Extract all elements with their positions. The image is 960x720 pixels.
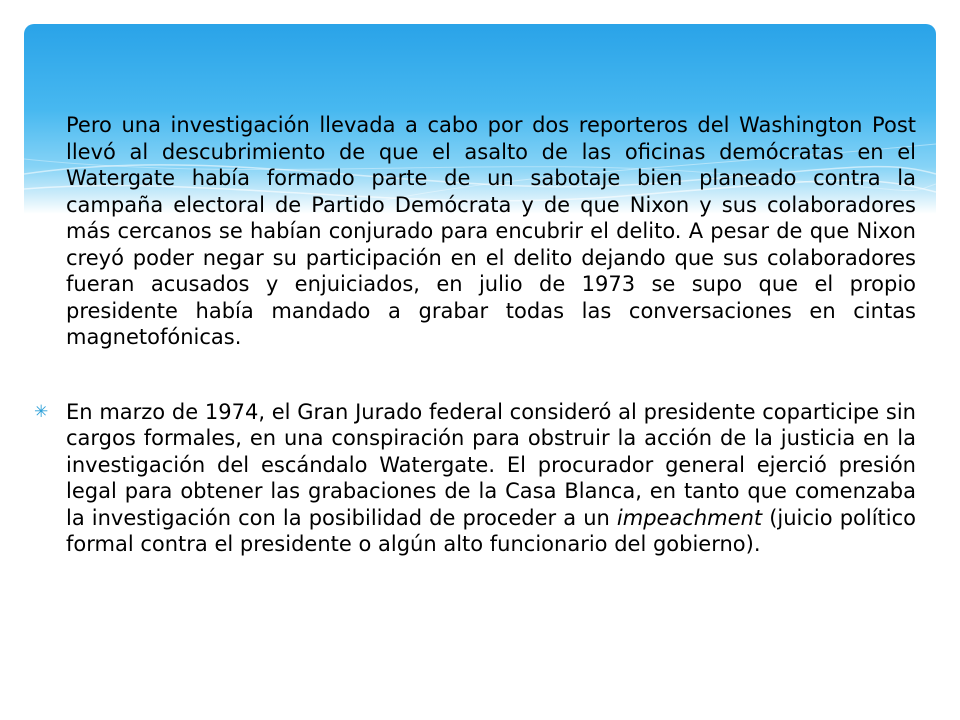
slide-content [36,112,916,558]
paragraph-text-end: (juicio político formal contra el presidente o algún alto funcionario del gobierno). [66,505,916,556]
bullet-icon: ✳ [34,401,49,422]
paragraph-text-start: En marzo de 1974, el Gran Jurado federal consideró al presidente coparticipe sin cargos formales, en una conspiración para obstruir la acción de la justicia en la investigación del escándalo Watergate. El procurador general ejerció presión legal para obtener las grabaciones de la Casa Blanca, en tanto que comenzaba la investigación con la posibilidad de proceder a un [66,399,916,530]
paragraph-grand-jury [36,399,916,558]
paragraph-text: Pero una investigación llevada a cabo por dos reporteros del Washington Post llevó al descubrimiento de que el asalto de las oficinas demócratas en el Watergate había formado parte de un sabotaje bien planeado contra la campaña electoral de Partido Demócrata y de que Nixon y sus colaboradores más cercanos se habían conjurado para encubrir el delito. A pesar de que Nixon creyó poder negar su participación en el delito dejando que sus colaboradores fueran acusados y enjuiciados, en julio de 1973 se supo que el propio presidente había mandado a grabar todas las conversaciones en cintas magnetofónicas. [66,113,916,349]
paragraph-text-italic: impeachment [616,505,763,530]
paragraph-watergate-investigation [36,112,916,351]
